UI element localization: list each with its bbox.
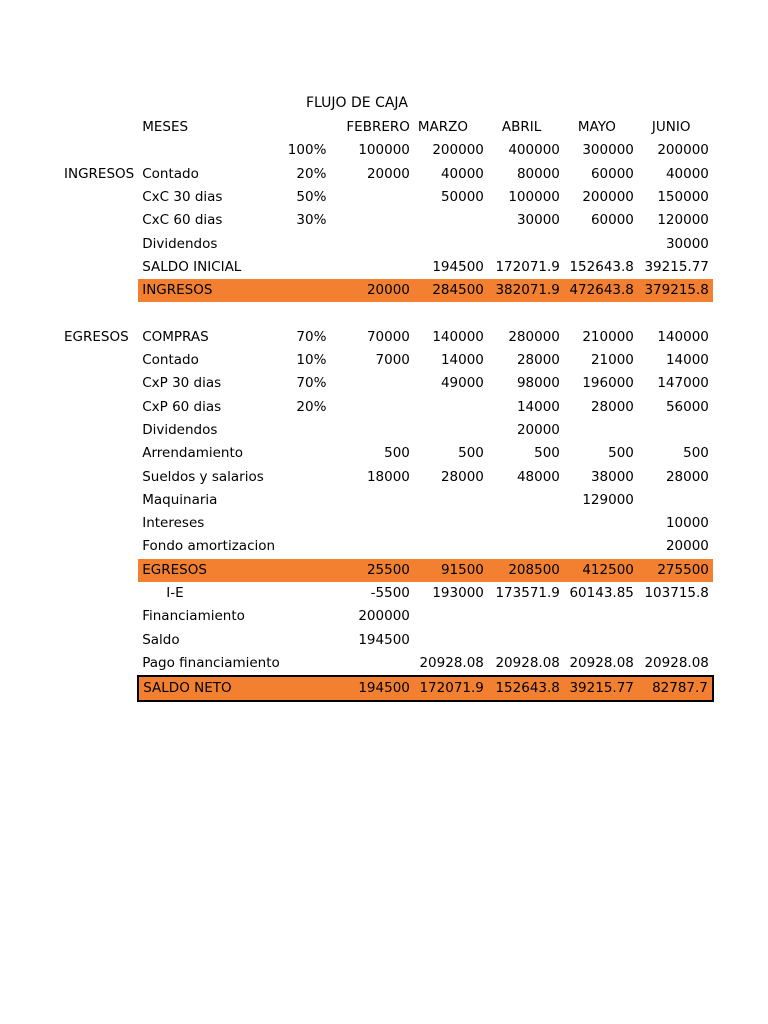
table-row [60,163,713,186]
value-cell: 20928.08 [419,654,484,671]
table-row [60,209,713,232]
percent-cell [284,279,331,302]
spacer-row [60,302,713,325]
value-cell: 500 [683,445,709,462]
value-cell: 103715.8 [644,585,709,602]
value-cell [488,535,564,558]
percent-cell: 100% [287,142,327,159]
value-cell [414,489,488,512]
value-cell: 194500 [358,631,410,648]
value-cell [330,256,413,279]
value-cell: 379215.8 [638,279,713,302]
value-cell [564,629,638,652]
percent-cell [284,582,331,605]
value-cell [414,396,488,419]
value-cell: 200000 [432,142,484,159]
header-row [60,116,713,139]
percent-cell [284,442,331,465]
table-row [60,349,713,372]
value-cell: 82787.7 [638,676,713,701]
row-label: Intereses [142,515,205,532]
value-cell: 60000 [590,212,634,229]
value-cell: 39215.77 [644,258,709,275]
value-cell: 200000 [582,189,634,206]
month-header: FEBRERO [346,119,410,136]
row-label: SALDO NETO [138,676,284,701]
table-body [60,116,713,701]
table-row [60,372,713,395]
value-cell [330,512,413,535]
value-cell: 150000 [657,189,709,206]
value-cell: 98000 [516,375,560,392]
percent-cell [284,559,331,582]
value-cell: 210000 [582,328,634,345]
value-cell: 30000 [665,235,709,252]
percent-cell: 30% [296,212,327,229]
value-cell [330,652,413,676]
saldo-row [60,629,713,652]
percent-cell: 70% [296,375,327,392]
value-cell: 20000 [330,279,413,302]
value-cell: 40000 [665,165,709,182]
value-cell: 20000 [366,165,410,182]
value-cell [638,489,713,512]
value-cell: 28000 [516,352,560,369]
value-cell [638,605,713,628]
value-cell [330,232,413,255]
value-cell [330,489,413,512]
value-cell [414,605,488,628]
row-label: COMPRAS [142,328,209,345]
value-cell [414,419,488,442]
value-cell [330,396,413,419]
value-cell: 14000 [516,398,560,415]
table-row [60,326,713,349]
value-cell: 100000 [358,142,410,159]
percent-cell [284,676,331,701]
value-cell: 14000 [440,352,484,369]
table-row [60,442,713,465]
pago-financiamiento-row [60,652,713,676]
egresos-total-row [60,559,713,582]
value-cell [330,209,413,232]
value-cell: 200000 [657,142,709,159]
value-cell: 60000 [590,165,634,182]
value-cell: 200000 [358,608,410,625]
row-label: INGRESOS [138,279,284,302]
value-cell [638,629,713,652]
percent-cell [284,232,331,255]
value-cell: 152643.8 [569,258,634,275]
value-cell: 49000 [440,375,484,392]
value-cell [414,232,488,255]
value-cell: 70000 [366,328,410,345]
value-cell: 120000 [657,212,709,229]
value-cell: 39215.77 [564,676,638,701]
percent-cell: 10% [296,352,327,369]
percent-cell [284,512,331,535]
value-cell: 56000 [665,398,709,415]
percent-cell [284,489,331,512]
row-label: EGRESOS [138,559,284,582]
value-cell: 500 [608,445,634,462]
value-cell: 20000 [665,538,709,555]
value-cell: 284500 [414,279,488,302]
row-label: Pago financiamiento [142,654,280,671]
row-label: Dividendos [142,235,218,252]
months-label: MESES [142,119,189,136]
row-label: Contado [142,165,199,182]
percent-cell: 20% [296,398,327,415]
financiamiento-row [60,605,713,628]
table-row [60,465,713,488]
value-cell: 194500 [330,676,413,701]
value-cell [414,209,488,232]
percent-cell [284,256,331,279]
value-cell: 193000 [432,585,484,602]
row-label: Financiamiento [142,608,245,625]
value-cell [330,372,413,395]
table-row [60,396,713,419]
value-cell [414,512,488,535]
ie-row [60,582,713,605]
percent-cell: 70% [296,328,327,345]
value-cell: 28000 [590,398,634,415]
value-cell [414,535,488,558]
value-cell: 172071.9 [414,676,488,701]
value-cell: 300000 [582,142,634,159]
table-row [60,489,713,512]
month-header: JUNIO [651,119,691,136]
cash-flow-table [60,116,714,702]
month-header: MARZO [417,119,469,136]
percent-cell [284,535,331,558]
value-cell: 280000 [508,328,560,345]
row-label: Dividendos [142,422,218,438]
value-cell [488,232,564,255]
value-cell: 20928.08 [644,654,709,671]
sheet-title: FLUJO DE CAJA [306,95,408,111]
row-label: CxC 30 dias [142,189,223,206]
percent-cell [284,629,331,652]
value-cell: 20928.08 [495,654,560,671]
table-row [60,232,713,255]
row-label [138,139,284,162]
value-cell: 48000 [516,468,560,485]
value-cell [330,186,413,209]
value-cell: 500 [384,445,410,462]
value-cell: 196000 [582,375,634,392]
value-cell: 30000 [516,212,560,229]
value-cell: 25500 [330,559,413,582]
row-label: CxP 30 dias [142,375,222,392]
value-cell: 194500 [432,258,484,275]
row-label: Sueldos y salarios [142,468,264,485]
value-cell: 50000 [440,189,484,206]
value-cell: 20000 [516,422,560,438]
value-cell: 172071.9 [495,258,560,275]
value-cell [488,489,564,512]
value-cell: 129000 [582,491,634,508]
value-cell: 7000 [375,352,410,369]
value-cell: 100000 [508,189,560,206]
value-cell: 147000 [657,375,709,392]
table-row [60,419,713,442]
value-cell: 275500 [638,559,713,582]
saldo-neto-row [60,676,713,701]
value-cell: 500 [458,445,484,462]
value-cell: 91500 [414,559,488,582]
value-cell [414,629,488,652]
table-row [60,512,713,535]
value-cell [564,535,638,558]
value-cell: 400000 [508,142,560,159]
value-cell: 412500 [564,559,638,582]
value-cell: 500 [534,445,560,462]
row-label: Fondo amortizacion [142,538,276,555]
percent-cell [284,465,331,488]
percent-cell: 20% [296,165,327,182]
value-cell [564,419,638,442]
table-row [60,256,713,279]
value-cell: 14000 [665,352,709,369]
row-label: SALDO INICIAL [142,258,242,275]
value-cell: 38000 [590,468,634,485]
row-label: CxC 60 dias [142,212,223,229]
value-cell [564,605,638,628]
percent-cell [284,605,331,628]
value-cell: 472643.8 [564,279,638,302]
value-cell: 20928.08 [569,654,634,671]
row-label: Contado [142,352,199,369]
value-cell: 60143.85 [569,585,634,602]
row-label: I-E [166,585,184,602]
section-label: INGRESOS [64,165,135,182]
table-row [60,535,713,558]
value-cell: 140000 [657,328,709,345]
value-cell: 28000 [440,468,484,485]
value-cell: -5500 [370,585,410,602]
percent-cell [284,419,331,442]
value-cell [330,419,413,442]
value-cell: 382071.9 [488,279,564,302]
value-cell [488,512,564,535]
value-cell [638,419,713,442]
row-label: Saldo [142,631,180,648]
value-cell: 18000 [366,468,410,485]
value-cell: 80000 [516,165,560,182]
percent-cell [284,652,331,676]
value-cell: 10000 [665,515,709,532]
percent-cell: 50% [296,189,327,206]
month-header: ABRIL [501,119,542,136]
value-cell [564,512,638,535]
row-label: CxP 60 dias [142,398,222,415]
row-label: Maquinaria [142,491,218,508]
section-label: EGRESOS [64,328,129,345]
value-cell [488,605,564,628]
table-row [60,139,713,162]
ingresos-total-row [60,279,713,302]
value-cell: 40000 [440,165,484,182]
value-cell: 208500 [488,559,564,582]
value-cell: 173571.9 [495,585,560,602]
value-cell [330,535,413,558]
value-cell: 140000 [432,328,484,345]
value-cell [564,232,638,255]
value-cell: 152643.8 [488,676,564,701]
value-cell [488,629,564,652]
row-label: Arrendamiento [142,445,244,462]
value-cell: 28000 [665,468,709,485]
table-row [60,186,713,209]
value-cell: 21000 [590,352,634,369]
month-header: MAYO [577,119,616,136]
